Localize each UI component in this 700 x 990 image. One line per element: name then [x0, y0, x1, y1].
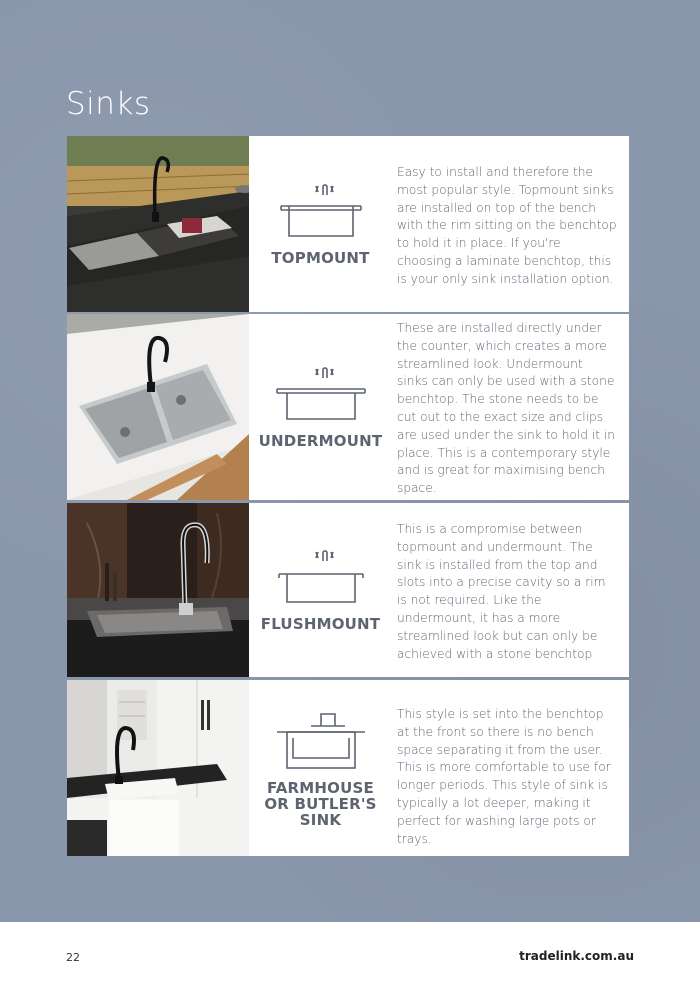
- farmhouse-sink-icon: [271, 708, 371, 774]
- farmhouse-description: This style is set into the benchtop at the front so there is no bench space separating it from the user. This is more comfortable to use for longer periods. This style of sink is typically a lot deeper, making it perfect for washing large pots or trays.: [397, 707, 611, 846]
- flushmount-photo: [67, 503, 249, 677]
- flushmount-description: This is a compromise between topmount and undermount. The sink is installed from the top and slots into a precise cavity so a rim is not required. Like the undermount, it has a more streamlined look but can only be achieved with a stone benchtop: [397, 522, 606, 661]
- topmount-icon-cell: [249, 136, 392, 312]
- undermount-sink-icon: [271, 365, 371, 427]
- farmhouse-label-line-1: FARMHOUSE: [267, 779, 374, 797]
- undermount-photo: [67, 314, 249, 500]
- farmhouse-photo: [67, 680, 249, 856]
- topmount-label: TOPMOUNT: [271, 249, 370, 267]
- topmount-description: Easy to install and therefore the most popular style. Topmount sinks are installed on top of the bench with the rim sitting on the benchtop to hold it in place. If you're choosing a laminate benchtop, this is your only sink installation option.: [397, 165, 617, 286]
- undermount-description: These are installed directly under the counter, which creates a more streamlined look. Undermount sinks can only be used with a stone benchtop. The stone needs to be cut out to the exact size and clips are used under the sink to hold it in place. This is a contemporary style and is great for maximising bench space.: [397, 321, 616, 496]
- website-link[interactable]: tradelink.com.au: [519, 949, 634, 963]
- page-number: 22: [66, 951, 80, 964]
- sink-row-topmount: [67, 136, 629, 312]
- farmhouse-label-line-2: OR BUTLER'S: [264, 795, 377, 813]
- undermount-label: UNDERMOUNT: [258, 432, 383, 450]
- flushmount-icon-cell: [249, 503, 392, 677]
- farmhouse-icon-cell: [249, 680, 392, 856]
- flushmount-sink-icon: [271, 548, 371, 610]
- sink-row-flushmount: [67, 503, 629, 677]
- topmount-photo: [67, 136, 249, 312]
- flushmount-label: FLUSHMOUNT: [260, 615, 381, 633]
- topmount-sink-icon: [271, 182, 371, 244]
- page-title: Sinks: [66, 86, 151, 122]
- undermount-icon-cell: [249, 314, 392, 500]
- sink-row-farmhouse: [67, 680, 629, 856]
- sink-row-undermount: [67, 314, 629, 500]
- farmhouse-label-line-3: SINK: [299, 811, 342, 829]
- farmhouse-label: [264, 780, 376, 828]
